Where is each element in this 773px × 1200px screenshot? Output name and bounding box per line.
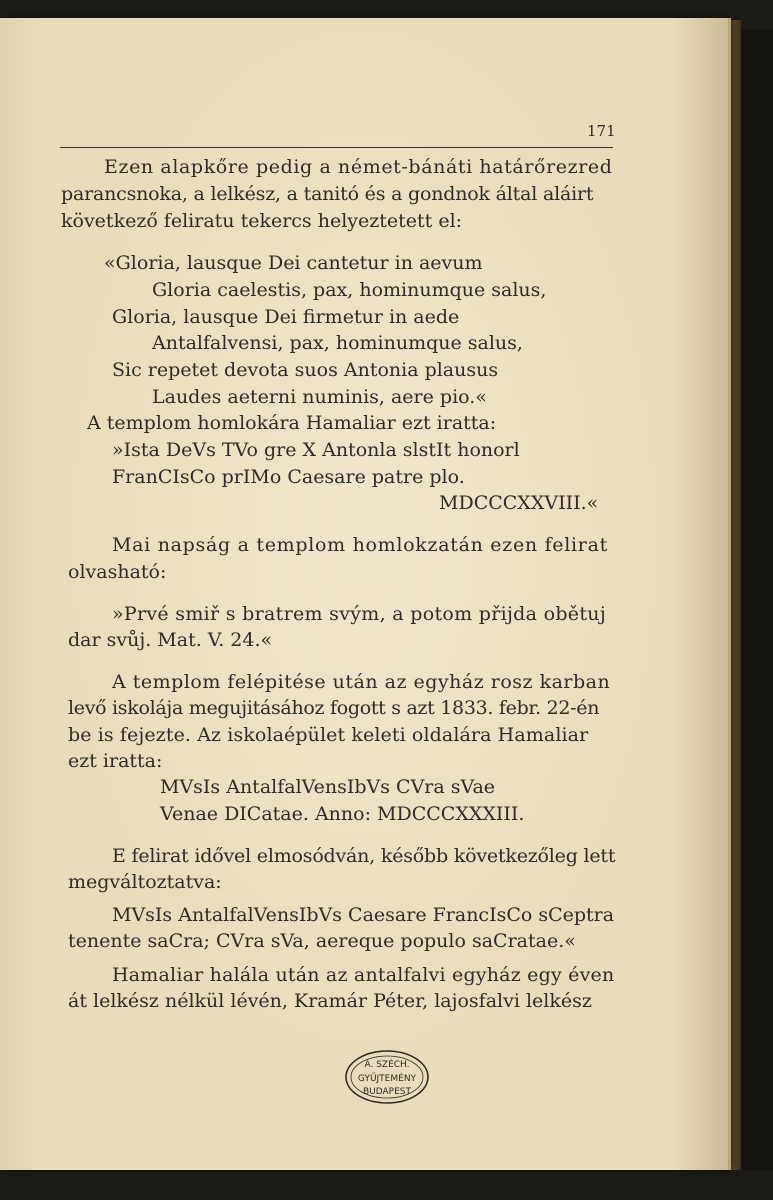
text-line: »Prvé smiř s bratrem svým, a potom přijda obětuj [112, 603, 607, 625]
text-line: következő feliratu tekercs helyeztetett el: [61, 210, 463, 232]
text-line: A templom felépitése után az egyház rosz karban [112, 671, 611, 693]
text-line: MVsIs AntalfalVensIbVs CVra sVae [160, 776, 496, 798]
text-line: parancsnoka, a lelkész, a tanitó és a gondnok által aláirt [61, 183, 594, 205]
text-line: Venae DICatae. Anno: MDCCCXXXIII. [160, 803, 525, 825]
text-line: FranCIsCo prIMo Caesare patre plo. [112, 466, 465, 488]
stamp-middle-text: GYŰJTEMÉNY [357, 1074, 417, 1084]
book-page [0, 18, 731, 1170]
text-line: MVsIs AntalfalVensIbVs Caesare FrancIsCo sCeptra [112, 904, 615, 926]
text-line: MDCCCXXVIII.« [439, 492, 599, 514]
text-line: Antalfalvensi, pax, hominumque salus, [152, 332, 523, 354]
text-line: olvasható: [68, 561, 167, 583]
text-line: A templom homlokára Hamaliar ezt iratta: [87, 412, 497, 434]
text-line: Gloria caelestis, pax, hominumque salus, [152, 279, 547, 301]
stamp-bottom-text: BUDAPEST [362, 1087, 412, 1097]
header-rule [60, 147, 613, 148]
text-line: Ezen alapkőre pedig a német-bánáti határőrezred [104, 156, 613, 178]
text-line: E felirat idővel elmosódván, később következőleg lett [112, 845, 616, 867]
text-line: Gloria, lausque Dei firmetur in aede [112, 306, 460, 328]
text-line: tenente saCra; CVra sVa, aereque populo saCratae.« [68, 930, 576, 952]
text-line: megváltoztatva: [68, 871, 222, 893]
text-line: Hamaliar halála után az antalfalvi egyház egy éven [112, 964, 615, 986]
text-line: dar svůj. Mat. V. 24.« [68, 629, 273, 651]
library-stamp [343, 1048, 431, 1106]
stamp-top-text: A. SZÉCH. [364, 1060, 410, 1070]
book-edge-shadow [741, 30, 773, 1170]
text-line: Sic repetet devota suos Antonia plausus [112, 359, 499, 381]
text-line: Laudes aeterni numinis, aere pio.« [152, 386, 487, 408]
text-line: be is fejezte. Az iskolaépület keleti oldalára Hamaliar [68, 724, 589, 746]
page-number: 171 [587, 122, 616, 140]
text-line: »Ista DeVs TVo gre X Antonla slstIt honorl [112, 439, 520, 461]
text-line: «Gloria, lausque Dei cantetur in aevum [104, 252, 483, 274]
text-line: Mai napság a templom homlokzatán ezen felirat [112, 534, 608, 556]
book-spine [731, 20, 741, 1170]
text-line: levő iskolája megujitásához fogott s azt 1833. febr. 22-én [68, 697, 600, 719]
text-line: ezt iratta: [68, 750, 163, 772]
text-line: át lelkész nélkül lévén, Kramár Péter, lajosfalvi lelkész [68, 990, 592, 1012]
